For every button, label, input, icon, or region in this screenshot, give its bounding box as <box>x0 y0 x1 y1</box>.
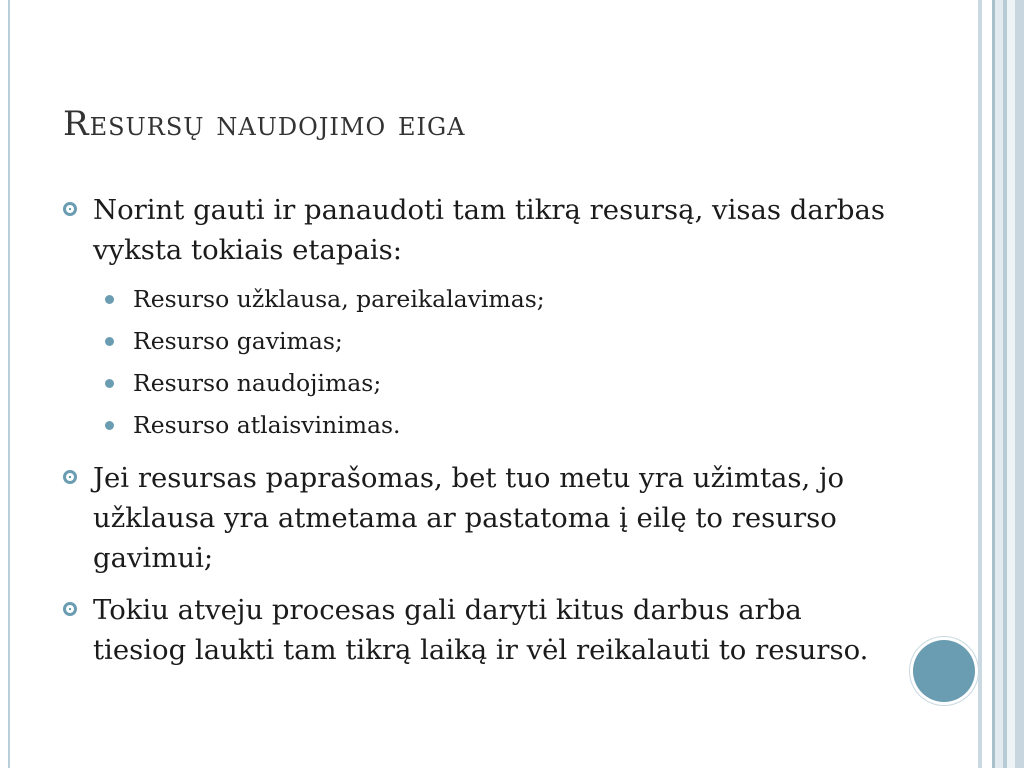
bullet-text: Tokiu atveju procesas gali daryti kitus darbus arba tiesiog laukti tam tikrą laiką ir vėl reikalauti to resurso. <box>93 594 869 666</box>
decorative-circle <box>913 640 975 702</box>
ring-bullet-icon <box>63 470 77 484</box>
left-border-line <box>8 0 10 768</box>
sub-bullet-item <box>105 362 893 404</box>
dot-bullet-icon <box>105 295 114 304</box>
bullet-item <box>63 590 893 670</box>
bullet-text: Norint gauti ir panaudoti tam tikrą resursą, visas darbas vyksta tokiais etapais: <box>93 194 885 266</box>
slide-title: Resursų naudojimo eiga <box>63 104 466 144</box>
slide-content <box>63 190 893 670</box>
sub-bullet-text: Resurso naudojimas; <box>133 369 382 397</box>
sub-bullet-item <box>105 320 893 362</box>
sub-bullet-item <box>105 278 893 320</box>
ring-bullet-icon <box>63 202 77 216</box>
sub-bullet-text: Resurso užklausa, pareikalavimas; <box>133 285 545 313</box>
sub-bullet-text: Resurso gavimas; <box>133 327 343 355</box>
bullet-item <box>63 190 893 270</box>
dot-bullet-icon <box>105 337 114 346</box>
right-decorative-stripes <box>978 0 1024 768</box>
ring-bullet-icon <box>63 602 77 616</box>
dot-bullet-icon <box>105 379 114 388</box>
bullet-text: Jei resursas paprašomas, bet tuo metu yra užimtas, jo užklausa yra atmetama ar pastatoma į eilę to resurso gavimui; <box>93 462 845 574</box>
sub-bullet-item <box>105 404 893 446</box>
sub-bullet-list <box>105 278 893 446</box>
sub-bullet-text: Resurso atlaisvinimas. <box>133 411 401 439</box>
bullet-item <box>63 458 893 578</box>
dot-bullet-icon <box>105 421 114 430</box>
